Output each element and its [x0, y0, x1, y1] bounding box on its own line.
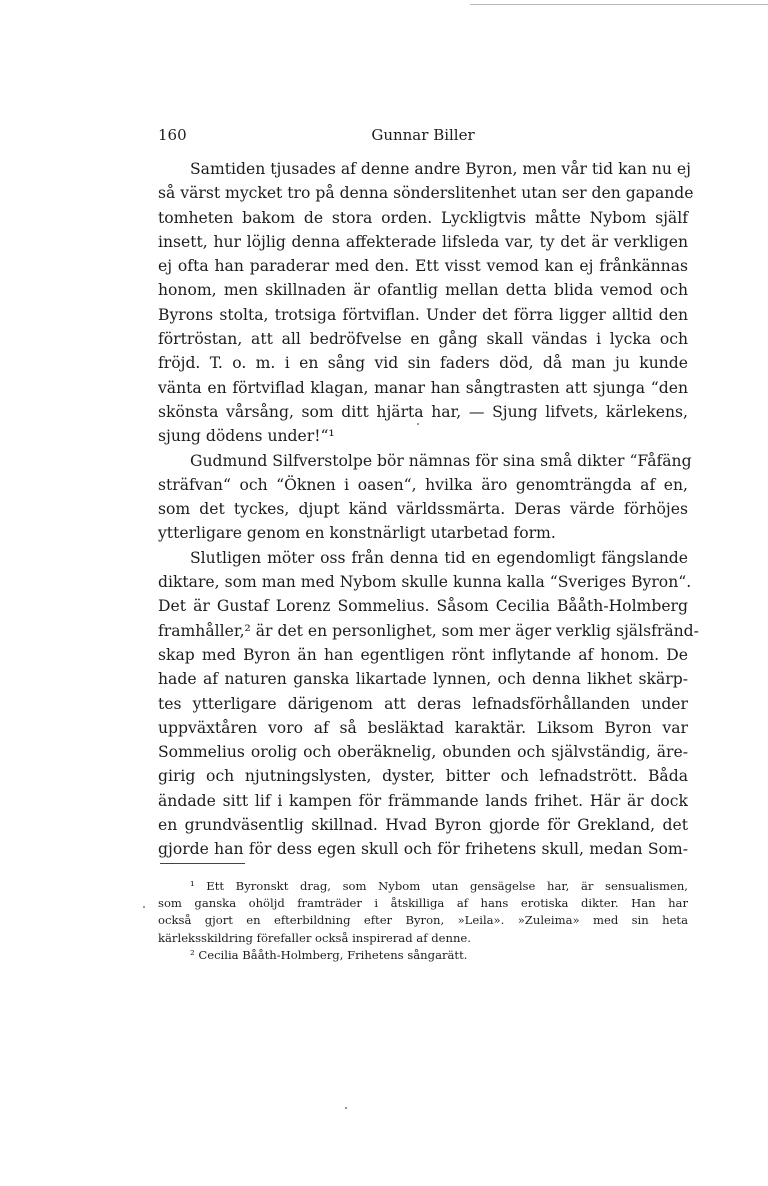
text-line: vänta en förtviflad klagan, manar han sångtrasten att sjunga “den: [158, 378, 688, 397]
text-line: ej ofta han paraderar med den. Ett visst vemod kan ej frånkännas: [158, 257, 688, 276]
text-line: skönsta vårsång, som ditt hjärta har, — Sjung lifvets, kärlekens,: [158, 402, 688, 421]
text-line: som det tyckes, djupt känd världssmärta. Deras värde förhöjes: [158, 500, 688, 519]
text-line: tes ytterligare därigenom att deras lefnadsförhållanden under: [158, 694, 688, 713]
text-line: hade af naturen ganska likartade lynnen, och denna likhet skärp-: [158, 670, 688, 689]
text-line: Sommelius orolig och oberäknelig, obunden och självständig, äre-: [158, 743, 688, 762]
scan-speck: [143, 906, 145, 908]
text-line: gjorde han för dess egen skull och för frihetens skull, medan Som-: [158, 840, 688, 859]
text-line: ytterligare genom en konstnärligt utarbetad form.: [158, 524, 556, 543]
text-line: insett, hur löjlig denna affekterade lifsleda var, ty det är verkligen: [158, 232, 688, 251]
running-title: Gunnar Biller: [371, 126, 475, 144]
text-line: girig och njutningslysten, dyster, bitter och lefnadstrött. Båda: [158, 767, 688, 786]
text-line: sträfvan“ och “Öknen i oasen“, hvilka äro genomträngda af en,: [158, 475, 688, 494]
text-line: Slutligen möter oss från denna tid en egendomligt fängslande: [190, 548, 688, 567]
text-line: Samtiden tjusades af denne andre Byron, men vår tid kan nu ej: [190, 160, 691, 178]
scan-speck: [345, 1107, 347, 1109]
footnotes: [158, 878, 688, 964]
body-text: [158, 157, 699, 862]
footnote-line: som ganska ohöljd framträder i åtskilliga af hans erotiska dikter. Han har: [158, 896, 688, 911]
text-line: Byrons stolta, trotsiga förtviflan. Under det förra ligger alltid den: [158, 305, 688, 324]
footnote-divider: [160, 863, 245, 864]
text-line: Gudmund Silfverstolpe bör nämnas för sina små dikter “Fåfäng: [190, 451, 692, 470]
text-line: ändade sitt lif i kampen för främmande lands frihet. Här är dock: [158, 791, 688, 810]
text-line: framhåller,² är det en personlighet, som mer äger verklig själsfränd-: [158, 621, 699, 640]
text-line: tomheten bakom de stora orden. Lyckligtvis måtte Nybom själf: [158, 208, 688, 227]
text-line: uppväxtåren voro af så besläktad karaktär. Liksom Byron var: [158, 718, 688, 737]
footnote-line: också gjort en efterbildning efter Byron, »Leila». »Zuleima» med sin heta: [158, 913, 688, 928]
text-line: Det är Gustaf Lorenz Sommelius. Såsom Cecilia Bååth-Holmberg: [158, 597, 688, 616]
text-line: honom, men skillnaden är ofantlig mellan detta blida vemod och: [158, 281, 688, 300]
page-number: 160: [158, 126, 187, 144]
text-line: diktare, som man med Nybom skulle kunna kalla “Sveriges Byron“.: [158, 573, 692, 592]
footnote-line: kärleksskildring förefaller också inspirerad af denne.: [158, 930, 471, 945]
text-line: en grundväsentlig skillnad. Hvad Byron gjorde för Grekland, det: [158, 816, 688, 835]
page-header: [158, 126, 688, 148]
footnote-line: ¹ Ett Byronskt drag, som Nybom utan gensägelse har, är sensualismen,: [190, 879, 688, 893]
text-line: förtröstan, att all bedröfvelse en gång skall vändas i lycka och: [158, 330, 688, 349]
text-line: skap med Byron än han egentligen rönt inflytande af honom. De: [158, 645, 688, 664]
text-line: så värst mycket tro på denna sönderslitenhet utan ser den gapande: [158, 184, 694, 203]
text-line: fröjd. T. o. m. i en sång vid sin faders död, då man ju kunde: [158, 354, 688, 373]
footnote-line: ² Cecilia Bååth-Holmberg, Frihetens sångarätt.: [190, 947, 468, 962]
text-line: sjung dödens under!“¹: [158, 427, 335, 446]
scan-speck: [417, 423, 419, 425]
scan-edge-line: [470, 4, 768, 5]
